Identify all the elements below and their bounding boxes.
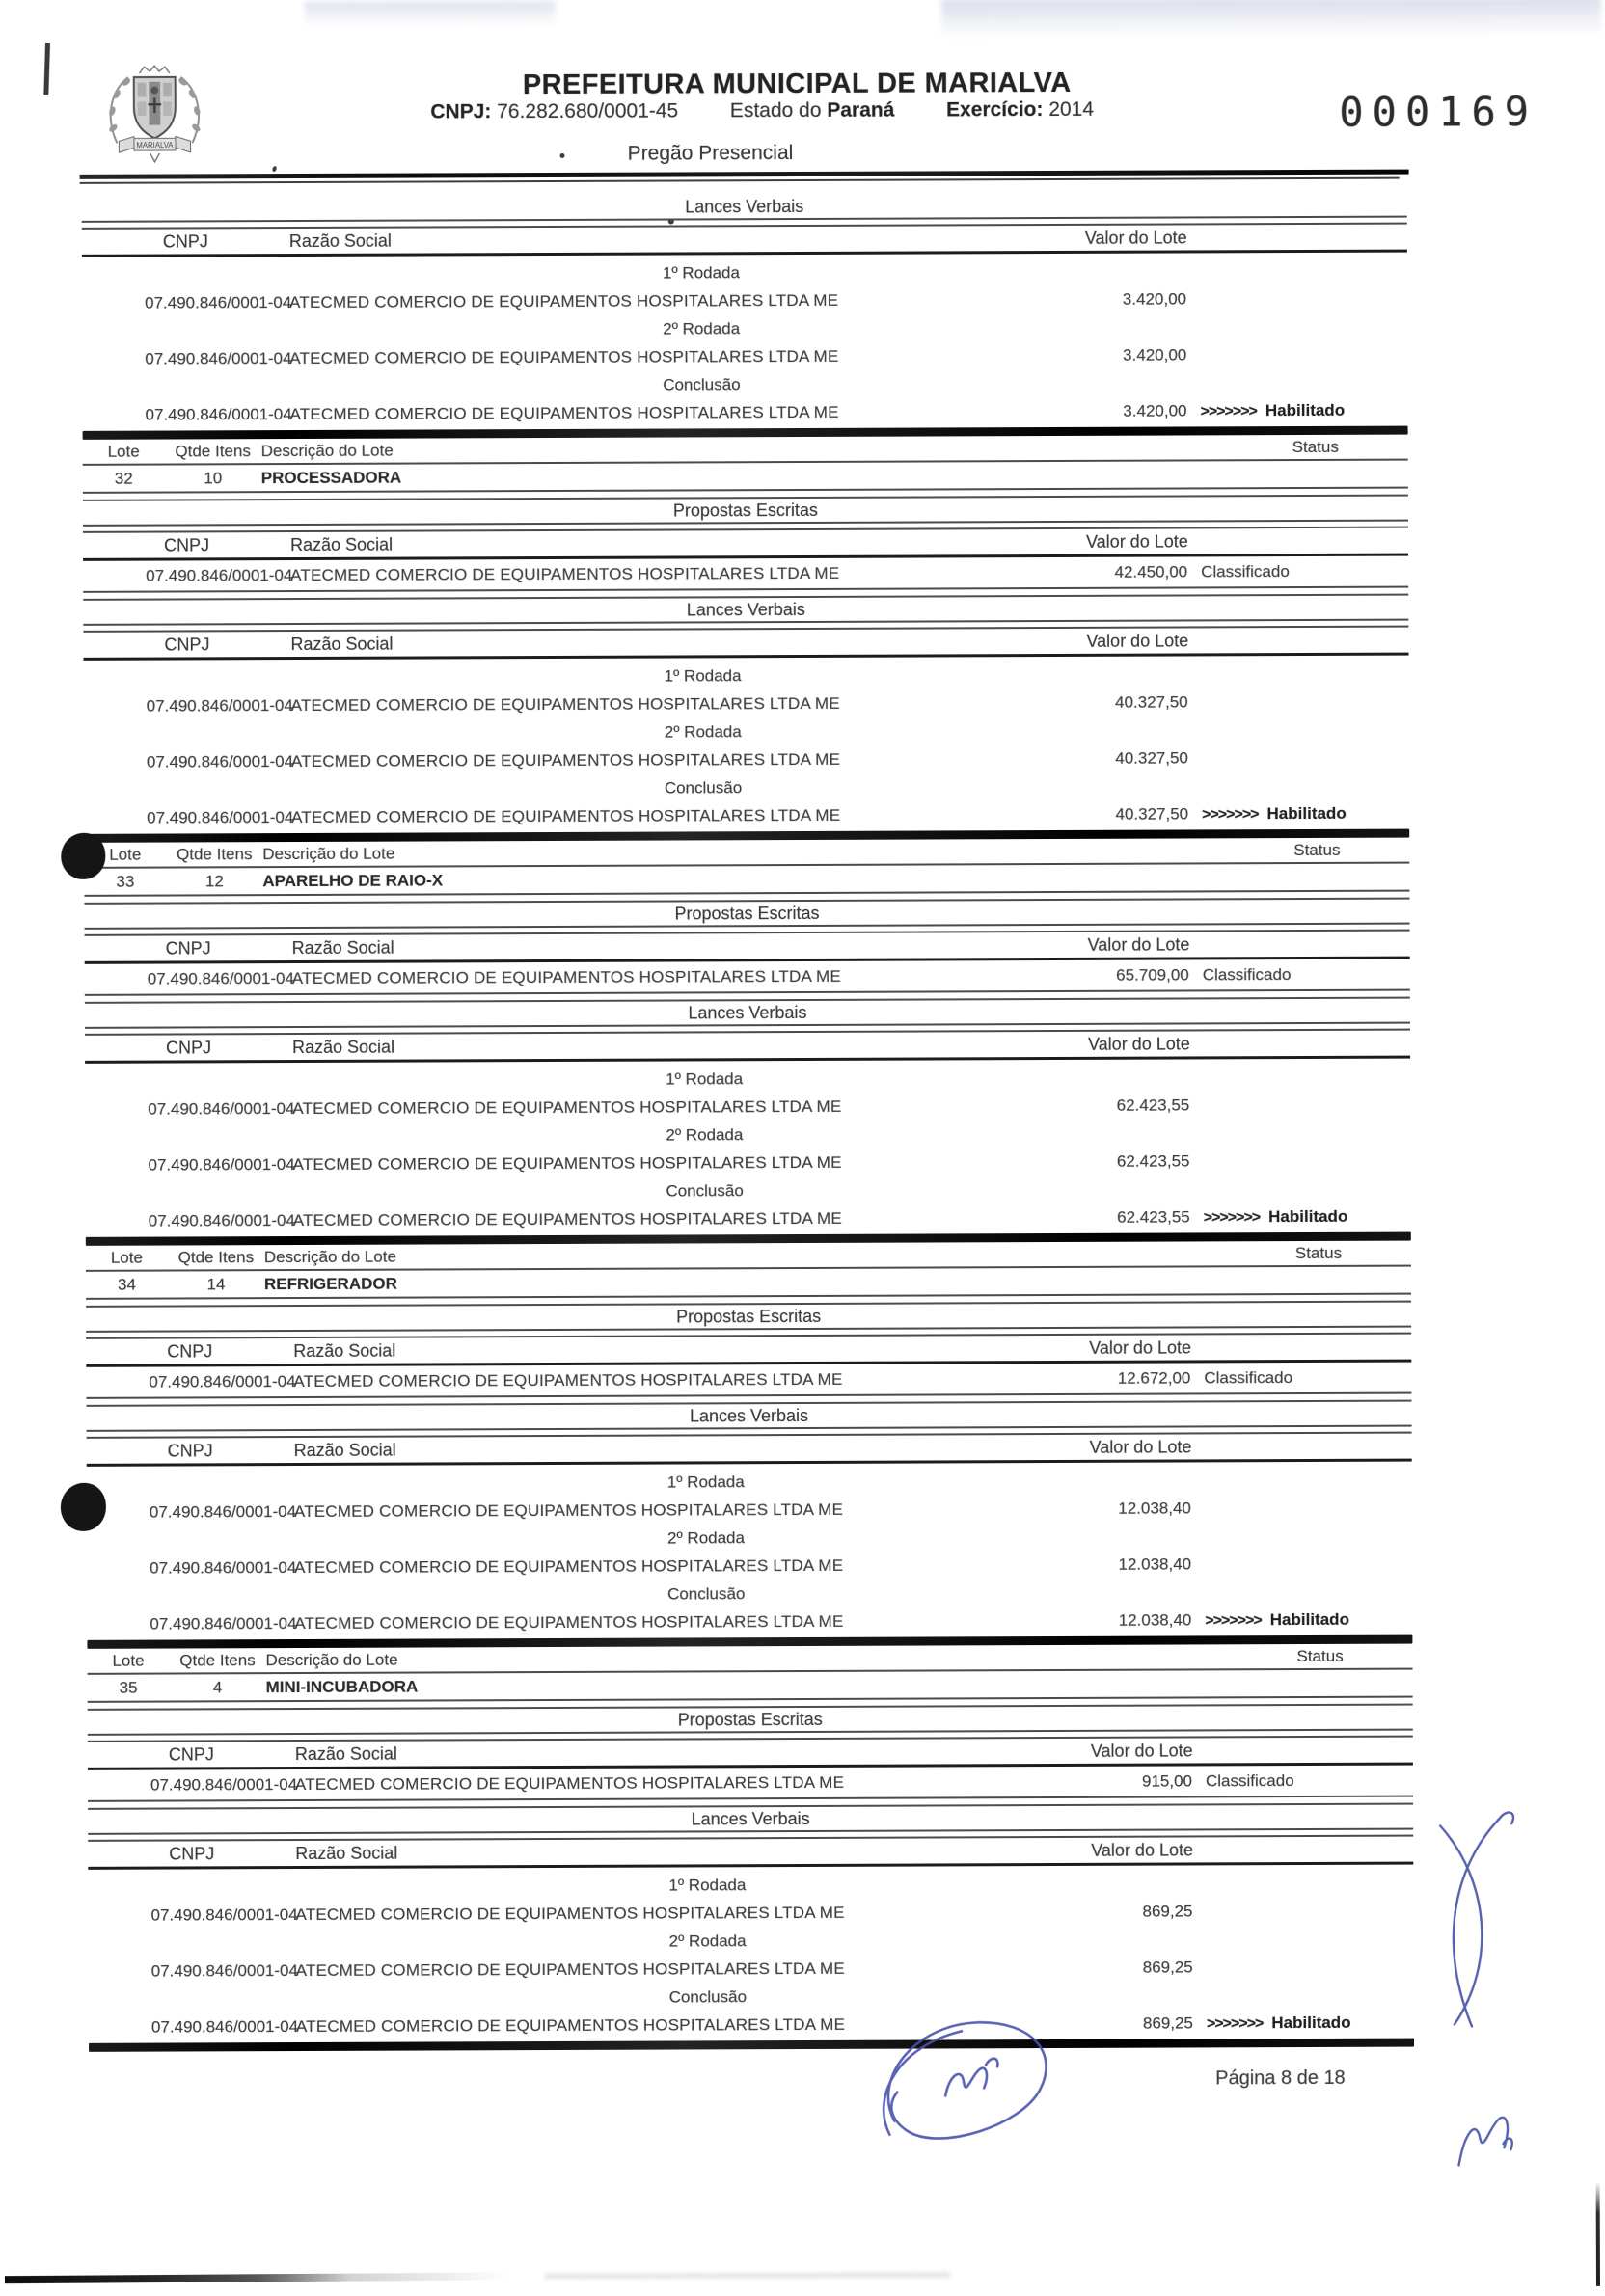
cnpj-col-label: CNPJ (169, 1844, 215, 1864)
company-cell: ATECMED COMERCIO DE EQUIPAMENTOS HOSPITALARES LTDA ME (291, 966, 841, 988)
status-cell (1191, 1610, 1412, 1632)
proposta-row (86, 1363, 1411, 1399)
page-title: PREFEITURA MUNICIPAL DE MARIALVA (522, 68, 1072, 101)
company-cell: ATECMED COMERCIO DE EQUIPAMENTOS HOSPITALARES LTDA ME (289, 290, 839, 312)
lote-col-label: Lote (110, 1248, 143, 1267)
arrows-marker: >>>>>>> (1205, 1612, 1262, 1630)
lote-section (84, 838, 1411, 1246)
valor-col-label: Valor do Lote (1086, 631, 1189, 651)
cnpj-cell: 07.490.846/0001-04 (147, 969, 295, 988)
round-label: 1º Rodada (666, 1069, 744, 1089)
lote-number-cell: 32 (114, 469, 133, 488)
bid-row (85, 1095, 1410, 1120)
bid-row (84, 748, 1409, 772)
value-cell: 40.327,50 (1115, 748, 1188, 768)
qtde-cell: 4 (212, 1678, 223, 1697)
bid-row-final (87, 1610, 1412, 1635)
lote-row (83, 461, 1408, 494)
razao-social-col-label: Razão Social (288, 230, 392, 252)
cnpj-col-label: CNPJ (165, 1038, 212, 1058)
company-cell: ATECMED COMERCIO DE EQUIPAMENTOS HOSPITALARES LTDA ME (290, 563, 840, 585)
lances-verbais-block (83, 594, 1409, 829)
bid-row (82, 345, 1407, 369)
cnpj-cell: 07.490.846/0001-04 (145, 405, 292, 424)
value-cell: 3.420,00 (1123, 401, 1187, 420)
lote-description-cell: MINI-INCUBADORA (265, 1677, 419, 1697)
cnpj-cell: 07.490.846/0001-04 (146, 752, 294, 771)
estado-value: Paraná (827, 98, 895, 122)
propostas-escritas-block (84, 898, 1409, 996)
qtde-itens-col-label: Qtde Itens (175, 442, 251, 461)
lote-continuation-section (82, 193, 1408, 440)
propostas-escritas-title: Propostas Escritas (88, 1706, 1413, 1736)
scan-edge-artifact (1596, 2182, 1600, 2286)
company-cell: ATECMED COMERCIO DE EQUIPAMENTOS HOSPITALARES LTDA ME (292, 1208, 842, 1230)
valor-col-label: Valor do Lote (1090, 1741, 1193, 1761)
municipal-crest-logo (96, 52, 212, 170)
arrows-marker: >>>>>>> (1202, 806, 1259, 824)
lances-verbais-title: Lances Verbais (83, 596, 1408, 626)
value-cell: 915,00 (1141, 1771, 1193, 1791)
header-info-line (430, 98, 1094, 124)
propostas-escritas-block (86, 1301, 1411, 1399)
company-cell: ATECMED COMERCIO DE EQUIPAMENTOS HOSPITALARES LTDA ME (292, 1152, 842, 1175)
value-cell: 3.420,00 (1123, 345, 1187, 365)
status-cell (1193, 2013, 1414, 2035)
cnpj-col-label: CNPJ (167, 1341, 213, 1362)
round-label: 1º Rodada (662, 263, 740, 283)
round-label: 2º Rodada (663, 319, 741, 338)
company-cell: ATECMED COMERCIO DE EQUIPAMENTOS HOSPITALARES LTDA ME (294, 1555, 844, 1578)
status-cell (1190, 1207, 1411, 1229)
value-cell: 12.672,00 (1117, 1368, 1191, 1388)
descricao-col-label: Descrição do Lote (263, 1247, 396, 1267)
round-label: Conclusão (663, 375, 741, 394)
lote-description-cell: PROCESSADORA (260, 468, 402, 488)
round-label: Conclusão (667, 1584, 746, 1604)
lote-col-label: Lote (112, 1651, 145, 1670)
section-divider-bar (89, 2039, 1414, 2052)
value-cell: 869,25 (1142, 1958, 1193, 1977)
lote-description-cell: APARELHO DE RAIO-X (262, 871, 444, 891)
bid-row (82, 289, 1407, 313)
cnpj-col-label: CNPJ (165, 938, 211, 959)
descricao-col-label: Descrição do Lote (265, 1650, 398, 1670)
lote-row (86, 1267, 1411, 1300)
classificado-status: Classificado (1201, 562, 1290, 581)
lote-description-cell: REFRIGERADOR (263, 1274, 397, 1294)
qtde-cell: 12 (204, 872, 224, 891)
header-divider (80, 170, 1409, 184)
cnpj-cell: 07.490.846/0001-04 (149, 1372, 296, 1391)
lances-verbais-title: Lances Verbais (82, 193, 1407, 223)
proposta-row (85, 959, 1410, 996)
stamp-number: 000169 (1339, 88, 1538, 136)
signature-scribble (870, 2007, 1074, 2157)
cnpj-cell: 07.490.846/0001-04 (150, 2017, 299, 2037)
cnpj-col-label: CNPJ (168, 1744, 214, 1765)
status-col-label: Status (1293, 840, 1341, 860)
scan-edge-artifact (43, 43, 50, 95)
company-cell: ATECMED COMERCIO DE EQUIPAMENTOS HOSPITALARES LTDA ME (293, 1499, 844, 1522)
razao-social-col-label: Razão Social (293, 1440, 396, 1461)
habilitado-status: Habilitado (1269, 1609, 1349, 1630)
classificado-status: Classificado (1205, 1771, 1294, 1791)
lote-number-cell: 34 (117, 1275, 136, 1294)
scan-smudge-artifact (941, 0, 1601, 38)
lote-number-cell: 35 (119, 1678, 138, 1697)
value-cell: 869,25 (1142, 2013, 1193, 2033)
cnpj-cell: 07.490.846/0001-04 (148, 1099, 295, 1119)
value-cell: 12.038,40 (1118, 1554, 1192, 1574)
round-label: 2º Rodada (668, 1931, 747, 1951)
bid-row-final (89, 2013, 1414, 2039)
company-cell: ATECMED COMERCIO DE EQUIPAMENTOS HOSPITALARES LTDA ME (295, 1958, 845, 1981)
bid-table-header (87, 1432, 1412, 1467)
proposta-row (83, 556, 1408, 593)
document-body (82, 185, 1414, 2052)
lances-verbais-block (82, 193, 1408, 426)
qtde-itens-col-label: Qtde Itens (177, 845, 253, 864)
bid-row-final (84, 804, 1409, 829)
habilitado-status: Habilitado (1265, 400, 1346, 420)
round-label: 2º Rodada (666, 1125, 744, 1145)
company-cell: ATECMED COMERCIO DE EQUIPAMENTOS HOSPITALARES LTDA ME (290, 693, 840, 716)
document-type-title: Pregão Presencial (627, 142, 794, 165)
cnpj-cell: 07.490.846/0001-04 (148, 1155, 295, 1175)
razao-social-col-label: Razão Social (293, 1340, 396, 1362)
exercicio-value: 2014 (1048, 97, 1095, 122)
ink-blot-artifact (61, 1483, 106, 1531)
company-cell: ATECMED COMERCIO DE EQUIPAMENTOS HOSPITALARES LTDA ME (294, 1772, 845, 1795)
pen-mark (1403, 1810, 1530, 2037)
round-label: 2º Rodada (667, 1528, 746, 1548)
status-col-label: Status (1294, 1243, 1343, 1263)
lote-number-cell: 33 (116, 872, 135, 891)
status-col-label: Status (1296, 1646, 1344, 1666)
value-cell: 3.420,00 (1122, 289, 1187, 309)
lote-section (83, 435, 1410, 843)
descricao-col-label: Descrição do Lote (262, 844, 395, 864)
round-label: Conclusão (668, 1987, 748, 2007)
valor-col-label: Valor do Lote (1089, 1337, 1192, 1358)
bid-table-header (88, 1835, 1413, 1870)
bid-row (85, 1151, 1410, 1175)
bid-row-final (82, 401, 1407, 426)
value-cell: 869,25 (1142, 1902, 1193, 1921)
cnpj-col-label: CNPJ (164, 635, 210, 655)
scan-smudge-artifact (305, 1, 556, 27)
value-cell: 62.423,55 (1116, 1151, 1190, 1171)
lote-row (88, 1670, 1413, 1703)
bid-row (87, 1499, 1412, 1523)
company-cell: ATECMED COMERCIO DE EQUIPAMENTOS HOSPITALARES LTDA ME (295, 2014, 846, 2037)
arrows-marker: >>>>>>> (1203, 1209, 1261, 1227)
company-cell: ATECMED COMERCIO DE EQUIPAMENTOS HOSPITALARES LTDA ME (294, 1611, 844, 1634)
round-label: 1º Rodada (666, 1472, 745, 1492)
lote-section (87, 1644, 1414, 2052)
cnpj-col-label: CNPJ (163, 535, 210, 555)
arrows-marker: >>>>>>> (1206, 2015, 1264, 2033)
bid-table-header (85, 930, 1410, 964)
valor-col-label: Valor do Lote (1086, 531, 1188, 552)
value-cell: 40.327,50 (1115, 804, 1189, 824)
company-cell: ATECMED COMERCIO DE EQUIPAMENTOS HOSPITALARES LTDA ME (289, 402, 839, 424)
cnpj-col-label: CNPJ (162, 231, 208, 252)
round-label: 1º Rodada (668, 1876, 747, 1895)
cnpj-cell: 07.490.846/0001-04 (150, 1614, 297, 1634)
qtde-itens-col-label: Qtde Itens (179, 1651, 256, 1670)
value-cell: 40.327,50 (1115, 692, 1188, 712)
lances-verbais-block (86, 1400, 1412, 1635)
cnpj-cell: 07.490.846/0001-04 (145, 293, 292, 312)
company-cell: ATECMED COMERCIO DE EQUIPAMENTOS HOSPITALARES LTDA ME (293, 1369, 843, 1391)
valor-col-label: Valor do Lote (1089, 1437, 1192, 1457)
cnpj-value: 76.282.680/0001-45 (497, 99, 679, 123)
lances-verbais-block (85, 997, 1411, 1232)
company-cell: ATECMED COMERCIO DE EQUIPAMENTOS HOSPITALARES LTDA ME (292, 1096, 842, 1119)
cnpj-cell: 07.490.846/0001-04 (147, 808, 294, 827)
lote-col-label: Lote (107, 442, 140, 461)
bid-row (88, 1902, 1413, 1926)
page-number: Página 8 de 18 (1215, 2066, 1346, 2090)
value-cell: 12.038,40 (1118, 1499, 1191, 1518)
cnpj-label: CNPJ: (430, 100, 492, 123)
razao-social-col-label: Razão Social (294, 1743, 397, 1765)
bid-table-header (88, 1736, 1413, 1770)
bid-table-header (85, 1029, 1410, 1064)
round-label: Conclusão (664, 778, 743, 797)
company-cell: ATECMED COMERCIO DE EQUIPAMENTOS HOSPITALARES LTDA ME (295, 1903, 845, 1925)
cnpj-cell: 07.490.846/0001-04 (148, 1211, 295, 1230)
propostas-escritas-block (88, 1704, 1413, 1802)
razao-social-col-label: Razão Social (290, 634, 394, 655)
bid-row (89, 1958, 1414, 1982)
bid-table-header (83, 626, 1408, 661)
value-cell: 12.038,40 (1118, 1610, 1192, 1630)
cnpj-cell: 07.490.846/0001-04 (146, 566, 293, 585)
classificado-status: Classificado (1204, 1368, 1293, 1388)
round-label: Conclusão (666, 1181, 744, 1201)
lances-verbais-title: Lances Verbais (88, 1805, 1413, 1835)
valor-col-label: Valor do Lote (1084, 228, 1187, 248)
habilitado-status: Habilitado (1266, 803, 1347, 824)
round-label: 2º Rodada (664, 722, 742, 742)
lances-verbais-title: Lances Verbais (86, 1402, 1411, 1432)
qtde-itens-col-label: Qtde Itens (177, 1248, 255, 1267)
razao-social-col-label: Razão Social (290, 534, 394, 555)
bid-row (87, 1554, 1412, 1579)
cnpj-cell: 07.490.846/0001-04 (150, 1961, 298, 1981)
propostas-escritas-title: Propostas Escritas (83, 497, 1408, 527)
valor-col-label: Valor do Lote (1088, 1034, 1190, 1054)
razao-social-col-label: Razão Social (292, 1037, 395, 1058)
lote-col-label: Lote (109, 845, 142, 864)
status-col-label: Status (1292, 437, 1339, 457)
company-cell: ATECMED COMERCIO DE EQUIPAMENTOS HOSPITALARES LTDA ME (290, 749, 841, 771)
razao-social-col-label: Razão Social (291, 937, 394, 959)
bid-table-header (86, 1333, 1411, 1367)
valor-col-label: Valor do Lote (1087, 934, 1190, 955)
company-cell: ATECMED COMERCIO DE EQUIPAMENTOS HOSPITALARES LTDA ME (291, 805, 841, 827)
cnpj-cell: 07.490.846/0001-04 (150, 1775, 298, 1795)
estado-label: Estado do (729, 98, 822, 122)
habilitado-status: Habilitado (1268, 1206, 1348, 1227)
descricao-col-label: Descrição do Lote (260, 441, 394, 461)
qtde-cell: 14 (206, 1275, 226, 1294)
value-cell: 62.423,55 (1117, 1207, 1190, 1227)
pen-mark (1451, 2105, 1523, 2182)
cnpj-cell: 07.490.846/0001-04 (150, 1905, 298, 1925)
arrows-marker: >>>>>>> (1200, 403, 1257, 420)
qtde-cell: 10 (204, 469, 223, 488)
value-cell: 42.450,00 (1114, 562, 1188, 581)
proposta-row (88, 1766, 1413, 1802)
crest-ribbon-text: MARIALVA (136, 141, 174, 150)
propostas-escritas-title: Propostas Escritas (84, 900, 1409, 930)
value-cell: 62.423,55 (1116, 1095, 1190, 1115)
cnpj-cell: 07.490.846/0001-04 (145, 349, 292, 368)
exercicio-label: Exercício: (945, 98, 1044, 122)
cnpj-col-label: CNPJ (167, 1441, 213, 1461)
lances-verbais-title: Lances Verbais (85, 999, 1410, 1029)
value-cell: 65.709,00 (1116, 965, 1189, 985)
cnpj-cell: 07.490.846/0001-04 (150, 1558, 297, 1578)
classificado-status: Classificado (1202, 965, 1292, 985)
bid-table-header (82, 223, 1407, 257)
company-cell: ATECMED COMERCIO DE EQUIPAMENTOS HOSPITALARES LTDA ME (289, 346, 839, 368)
bid-table-header (83, 527, 1408, 561)
propostas-escritas-block (83, 495, 1408, 593)
lotes-list (83, 435, 1414, 2052)
scan-edge-artifact (545, 2272, 950, 2279)
propostas-escritas-title: Propostas Escritas (86, 1303, 1411, 1333)
cnpj-cell: 07.490.846/0001-04 (146, 696, 293, 716)
valor-col-label: Valor do Lote (1091, 1840, 1194, 1860)
bid-row (84, 692, 1409, 716)
habilitado-status: Habilitado (1271, 2012, 1351, 2033)
lote-section (86, 1241, 1413, 1649)
round-label: 1º Rodada (664, 666, 742, 686)
crest-graphic (96, 52, 212, 170)
lote-row (84, 864, 1409, 897)
scan-edge-artifact (5, 2272, 564, 2283)
razao-social-col-label: Razão Social (295, 1843, 398, 1864)
status-cell (1188, 804, 1409, 825)
cnpj-cell: 07.490.846/0001-04 (149, 1502, 297, 1522)
bid-row-final (86, 1207, 1411, 1232)
status-cell (1186, 401, 1407, 422)
lances-verbais-block (88, 1803, 1414, 2039)
ink-blot-artifact (61, 833, 105, 879)
